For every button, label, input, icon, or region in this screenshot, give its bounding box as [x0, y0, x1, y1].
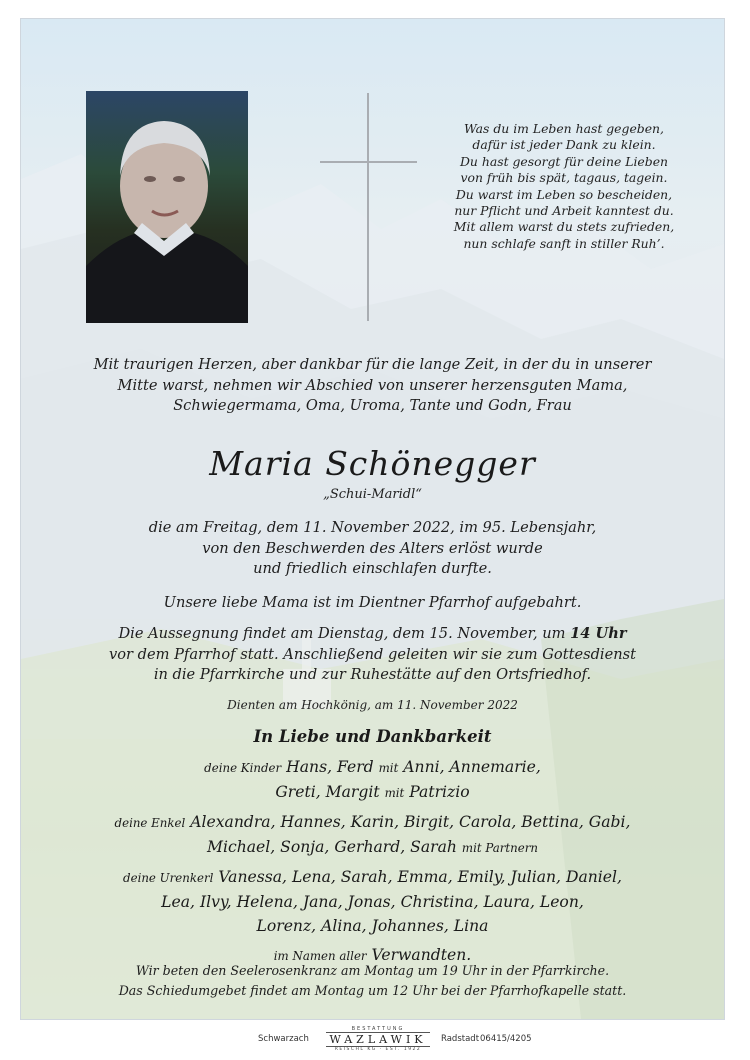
- grandchildren-names: Michael, Sonja, Gerhard, Sarah: [207, 837, 457, 856]
- portrait-figure: [86, 91, 248, 323]
- children-names: Greti, Margit: [275, 782, 380, 801]
- poem: [429, 121, 699, 252]
- laid-out-notice: Unsere liebe Mama ist im Dientner Pfarrhof aufgebahrt.: [163, 594, 582, 611]
- cross-horizontal-bar: [320, 161, 417, 163]
- poem-line: Mit allem warst du stets zufrieden,: [453, 219, 675, 235]
- logo-sub-text: REISCHL KG · EST. 1922: [334, 1047, 422, 1052]
- relatives-word: Verwandten.: [371, 946, 472, 965]
- partners-label: mit Partnern: [461, 840, 538, 855]
- grandchildren-line-2: [21, 836, 724, 861]
- relatives-prefix: im Namen aller: [273, 949, 367, 964]
- logo-main-text: WAZLAWIK: [326, 1032, 430, 1047]
- funeral-notice: [21, 624, 724, 686]
- death-line: und friedlich einschlafen durfte.: [253, 560, 492, 578]
- deceased-nickname: „Schui-Maridl“: [323, 487, 422, 502]
- intro-text: [21, 355, 724, 417]
- logo-top-text: BESTATTUNG: [351, 1026, 405, 1032]
- cross-vertical-bar: [367, 93, 369, 321]
- children-partners: Anni, Annemarie,: [403, 758, 541, 776]
- death-line: von den Beschwerden des Alters erlöst wurde: [202, 539, 543, 557]
- poem-line: Du warst im Leben so bescheiden,: [455, 186, 673, 202]
- footer-phone: 06415/4205: [480, 1034, 532, 1044]
- death-line: die am Freitag, dem 11. November 2022, im 95. Lebensjahr,: [148, 519, 597, 536]
- poem-line: von früh bis spät, tagaus, tagein.: [460, 170, 668, 186]
- funeral-line-1-text: Die Aussegnung findet am Dienstag, dem 15. November, um: [118, 625, 571, 642]
- obituary-card: [20, 18, 725, 1020]
- service-info: [21, 961, 724, 1002]
- intro-line: Mit traurigen Herzen, aber dankbar für die lange Zeit, in der du in unserer: [93, 356, 652, 373]
- with-label: mit: [378, 761, 399, 775]
- death-notice: [21, 518, 724, 580]
- intro-line: Schwiegermama, Oma, Uroma, Tante und Godn, Frau: [173, 397, 572, 415]
- poem-line: Was du im Leben hast gegeben,: [464, 121, 664, 136]
- great-grandchildren-line-2: Lea, Ilvy, Helena, Jana, Jonas, Christina, Laura, Leon,: [161, 892, 584, 911]
- great-grandchildren-names: Vanessa, Lena, Sarah, Emma, Emily, Julian, Daniel,: [218, 868, 622, 887]
- footer-location-left: Schwarzach: [258, 1034, 309, 1044]
- funeral-home-logo: [326, 1026, 430, 1052]
- children-names: Hans, Ferd: [286, 758, 374, 776]
- with-label: mit: [384, 785, 405, 800]
- closing-heading: In Liebe und Dankbarkeit: [253, 727, 492, 746]
- portrait-photo: [86, 91, 248, 323]
- children-line-1: [21, 756, 724, 781]
- grandchildren-label: deine Enkel: [114, 816, 186, 831]
- great-grandchildren-line-3: Lorenz, Alina, Johannes, Lina: [256, 916, 489, 935]
- deceased-name: Maria Schönegger: [209, 444, 536, 483]
- great-grandchildren-label: deine Urenkerl: [123, 871, 214, 886]
- funeral-line-2: vor dem Pfarrhof statt. Anschließend geleiten wir sie zum Gottesdienst: [109, 645, 636, 663]
- rosary-notice: Wir beten den Seelerosenkranz am Montag um 19 Uhr in der Pfarrkirche.: [135, 963, 610, 978]
- funeral-time: 14 Uhr: [570, 625, 627, 642]
- grandchildren-line-1: [21, 811, 724, 836]
- poem-line: nur Pflicht und Arbeit kanntest du.: [454, 203, 674, 219]
- children-label: deine Kinder: [204, 761, 282, 775]
- family-list: [21, 756, 724, 969]
- intro-line: Mitte warst, nehmen wir Abschied von unserer herzensguten Mama,: [117, 376, 628, 394]
- children-partners: Patrizio: [409, 782, 470, 801]
- children-line-2: [21, 781, 724, 806]
- footer: [0, 1022, 750, 1054]
- funeral-line-3: in die Pfarrkirche und zur Ruhestätte auf den Ortsfriedhof.: [153, 666, 592, 684]
- gathering-notice: Das Schiedumgebet findet am Montag um 12 Uhr bei der Pfarrhofkapelle statt.: [118, 983, 627, 999]
- poem-line: Du hast gesorgt für deine Lieben: [459, 153, 669, 169]
- grandchildren-names: Alexandra, Hannes, Karin, Birgit, Carola, Bettina, Gabi,: [190, 813, 631, 832]
- poem-line: nun schlafe sanft in stiller Ruh’.: [463, 235, 665, 251]
- great-grandchildren-line-1: [21, 866, 724, 891]
- funeral-line-1: [21, 624, 724, 645]
- poem-line: dafür ist jeder Dank zu klein.: [472, 137, 656, 153]
- place-date: Dienten am Hochkönig, am 11. November 2022: [227, 698, 518, 712]
- footer-location-right: Radstadt: [441, 1034, 480, 1044]
